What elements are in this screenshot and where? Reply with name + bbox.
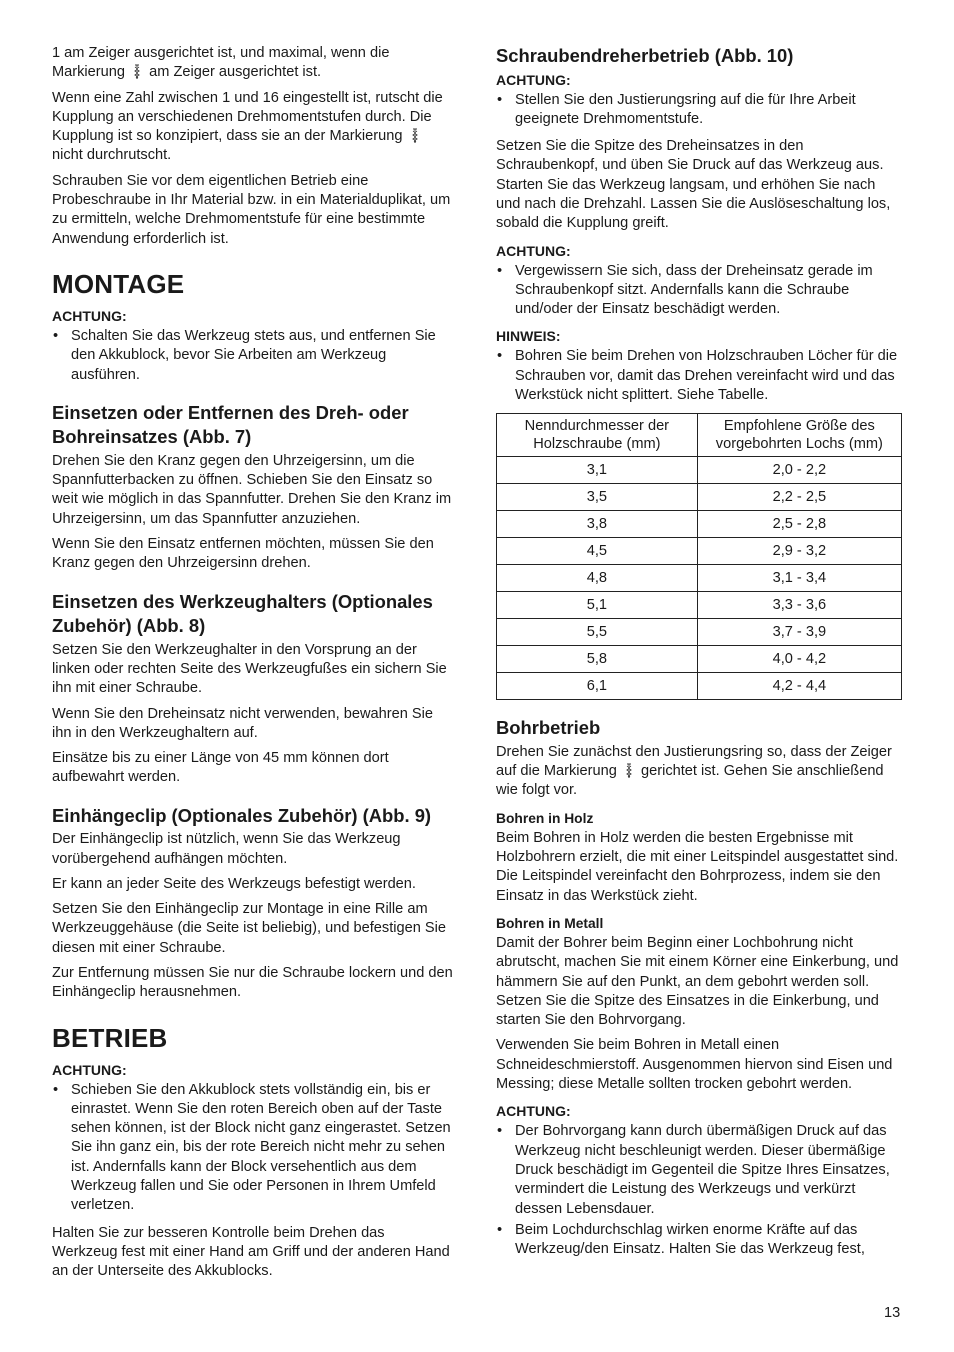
table-cell: 6,1: [497, 673, 698, 700]
heading-einhaengeclip: Einhängeclip (Optionales Zubehör) (Abb. 9): [52, 804, 432, 826]
paragraph: Setzen Sie den Einhängeclip zur Montage in eine Rille am Werkzeuggehäuse (die Seite ist beliebig), und befestigen Sie diesen mit einer Schraube.: [52, 901, 447, 956]
section-title-montage: MONTAGE: [52, 268, 185, 299]
table-cell: 3,1: [497, 457, 698, 484]
heading-einsetzen: Einsetzen oder Entfernen des Dreh- oder Bohreinsatzes (Abb. 7): [52, 401, 409, 448]
paragraph: Drehen Sie den Kranz gegen den Uhrzeigersinn, um die Spannfutterbacken zu öffnen. Schieben Sie den Einsatz so weit wie möglich in das Spannfutter. Drehen Sie den Kranz im Uhrzeigersinn, um das Spannfutter anzuziehen.: [52, 452, 452, 527]
table-header-row: [497, 414, 902, 457]
paragraph: Der Einhängeclip ist nützlich, wenn Sie das Werkzeug vorübergehend aufhängen möchten.: [52, 831, 401, 867]
heading-bohrbetrieb: Bohrbetrieb: [496, 717, 601, 739]
paragraph: Damit der Bohrer beim Beginn einer Lochbohrung nicht abrutscht, machen Sie mit einem Körner eine Einkerbung, und hämmern Sie auf den Punkt, an dem gebohrt werden soll. Setzen Sie die Spitze des Einsatzes in die Einkerbung, und starten Sie den Bohrvorgang.: [496, 934, 899, 1029]
note-list: [496, 347, 902, 405]
caution-label: ACHTUNG:: [496, 242, 571, 259]
intro-paragraph-2: Wenn eine Zahl zwischen 1 und 16 eingestellt ist, rutscht die Kupplung an verschiedenen Drehmomentstufen durch. Die Kupplung ist so konzipiert, dass sie an der Markierung nicht durchrutscht.: [52, 89, 443, 164]
table-row: [497, 565, 902, 592]
caution-label: ACHTUNG:: [496, 71, 571, 88]
paragraph: Beim Bohren in Holz werden die besten Ergebnisse mit Holzbohrern erzielt, die mit einer Leitspindel ausgestattet sind. Die Leitspindel vereinfacht den Bohrprozess, indem sie den Einsatz in das Werkstück zieht.: [496, 829, 899, 904]
caution-list: [496, 262, 902, 320]
heading-werkzeughalter: Einsetzen des Werkzeughalters (Optionales Zubehör) (Abb. 8): [52, 590, 433, 637]
paragraph: Drehen Sie zunächst den Justierungsring so, dass der Zeiger auf die Markierung gerichtet ist. Gehen Sie anschließend wie folgt vor.: [496, 743, 892, 799]
table-cell: 3,5: [497, 484, 698, 511]
paragraph: Einsätze bis zu einer Länge von 45 mm können dort aufbewahrt werden.: [52, 750, 389, 786]
caution-list: [52, 327, 454, 385]
list-item: • Schieben Sie den Akkublock stets vollständig ein, bis er einrastet. Wenn Sie den roten Bereich oben auf der Taste sehen können, ist der Block nicht ganz eingerastet. Setzen Sie ihn ganz ein, bis der rote Bereich nicht mehr zu sehen ist. Andernfalls kann der Block versehentlich aus dem Werkzeug fallen und Sie oder Personen in Ihrem Umfeld verletzen.: [52, 1081, 454, 1216]
table-row: [497, 538, 902, 565]
table-cell: 4,8: [497, 565, 698, 592]
table-cell: 4,5: [497, 538, 698, 565]
caution-list: [496, 1122, 902, 1259]
left-column: [52, 44, 454, 1288]
table-cell: 2,2 - 2,5: [697, 484, 901, 511]
table-row: [497, 484, 902, 511]
table-row: [497, 511, 902, 538]
pilot-hole-table: [496, 413, 902, 700]
table-row: [497, 592, 902, 619]
table-row: [497, 673, 902, 700]
table-cell: 3,1 - 3,4: [697, 565, 901, 592]
paragraph: Setzen Sie die Spitze des Dreheinsatzes in den Schraubenkopf, und üben Sie Druck auf das Werkzeug aus. Starten Sie das Werkzeug langsam, und erhöhen Sie nach und nach die Drehzahl. Lassen Sie die Auslöseschaltung los, sobald die Kupplung greift.: [496, 138, 891, 232]
table-cell: 2,5 - 2,8: [697, 511, 901, 538]
drill-bit-mark-icon: [132, 64, 142, 79]
table-header-cell: Nenndurchmesser der Holzschraube (mm): [497, 414, 698, 457]
paragraph: Verwenden Sie beim Bohren in Metall einen Schneideschmierstoff. Ausgenommen hiervon sind Eisen und Messing; diese Metalle sollten trocken gebohrt werden.: [496, 1037, 893, 1093]
table-cell: 3,8: [497, 511, 698, 538]
heading-schraubendreherbetrieb: Schraubendreherbetrieb (Abb. 10): [496, 45, 794, 66]
caution-label: ACHTUNG:: [52, 307, 127, 324]
page-number: 13: [884, 1305, 901, 1321]
table-body: [497, 457, 902, 700]
list-item: • Stellen Sie den Justierungsring auf die für Ihre Arbeit geeignete Drehmomentstufe.: [496, 91, 902, 130]
table-cell: 5,1: [497, 592, 698, 619]
table-cell: 5,5: [497, 619, 698, 646]
table-cell: 4,0 - 4,2: [697, 646, 901, 673]
subheading-bohren-in-holz: Bohren in Holz: [496, 810, 594, 826]
paragraph: Zur Entfernung müssen Sie nur die Schraube lockern und den Einhängeclip herausnehmen.: [52, 965, 453, 1001]
intro-paragraph-3: Schrauben Sie vor dem eigentlichen Betrieb eine Probeschraube in Ihr Material bzw. in ein Materialduplikat, um zu ermitteln, welche Drehmomentstufe für eine bestimmte Anwendung erforderlich ist.: [52, 172, 451, 247]
drill-bit-mark-icon: [410, 128, 420, 143]
paragraph: Setzen Sie den Werkzeughalter in den Vorsprung an der linken oder rechten Seite des Werkzeugfußes ein sichern Sie ihn mit einer Schraube.: [52, 641, 447, 697]
section-title-betrieb: BETRIEB: [52, 1022, 168, 1053]
drill-bit-mark-icon: [624, 763, 634, 778]
list-item: • Der Bohrvorgang kann durch übermäßigen Druck auf das Werkzeug nicht beschleunigt werden. Dieser übermäßige Druck beschädigt im Gegenteil die Spitze Ihres Einsatzes, vermindert die Leistung des Werkzeugs und verkürzt dessen Lebensdauer.: [496, 1122, 902, 1218]
list-item: • Bohren Sie beim Drehen von Holzschrauben Löcher für die Schrauben vor, damit das Drehen vereinfacht wird und das Werkstück nicht splittert. Siehe Tabelle.: [496, 347, 902, 405]
table-row: [497, 646, 902, 673]
paragraph: Wenn Sie den Dreheinsatz nicht verwenden, bewahren Sie ihn in den Werkzeughaltern auf.: [52, 705, 434, 741]
right-column: [496, 44, 902, 1267]
table-row: [497, 619, 902, 646]
list-item: • Beim Lochdurchschlag wirken enorme Kräfte auf das Werkzeug/den Einsatz. Halten Sie das Werkzeug fest,: [496, 1221, 902, 1260]
list-item: • Vergewissern Sie sich, dass der Dreheinsatz gerade im Schraubenkopf sitzt. Andernfalls kann die Schraube und/oder der Einsatz beschädigt werden.: [496, 262, 902, 320]
paragraph: Halten Sie zur besseren Kontrolle beim Drehen das Werkzeug fest mit einer Hand am Griff und der anderen Hand an der Unterseite des Akkublocks.: [52, 1224, 450, 1280]
note-label: HINWEIS:: [496, 328, 561, 345]
table-cell: 3,3 - 3,6: [697, 592, 901, 619]
table-cell: 3,7 - 3,9: [697, 619, 901, 646]
caution-list: [496, 91, 902, 130]
list-item: • Schalten Sie das Werkzeug stets aus, und entfernen Sie den Akkublock, bevor Sie Arbeiten am Werkzeug ausführen.: [52, 327, 454, 385]
caution-list: [52, 1081, 454, 1216]
table-cell: 2,0 - 2,2: [697, 457, 901, 484]
table-header-cell: Empfohlene Größe des vorgebohrten Lochs (mm): [697, 414, 901, 457]
paragraph: Er kann an jeder Seite des Werkzeugs befestigt werden.: [52, 875, 416, 892]
subheading-bohren-in-metall: Bohren in Metall: [496, 915, 604, 931]
caution-label: ACHTUNG:: [496, 1103, 571, 1120]
table-cell: 4,2 - 4,4: [697, 673, 901, 700]
table-cell: 2,9 - 3,2: [697, 538, 901, 565]
intro-paragraph-1: 1 am Zeiger ausgerichtet ist, und maximal, wenn die Markierung am Zeiger ausgerichtet ist.: [52, 45, 390, 81]
caution-label: ACHTUNG:: [52, 1061, 127, 1078]
table-row: [497, 457, 902, 484]
table-cell: 5,8: [497, 646, 698, 673]
paragraph: Wenn Sie den Einsatz entfernen möchten, müssen Sie den Kranz gegen den Uhrzeigersinn drehen.: [52, 536, 434, 572]
